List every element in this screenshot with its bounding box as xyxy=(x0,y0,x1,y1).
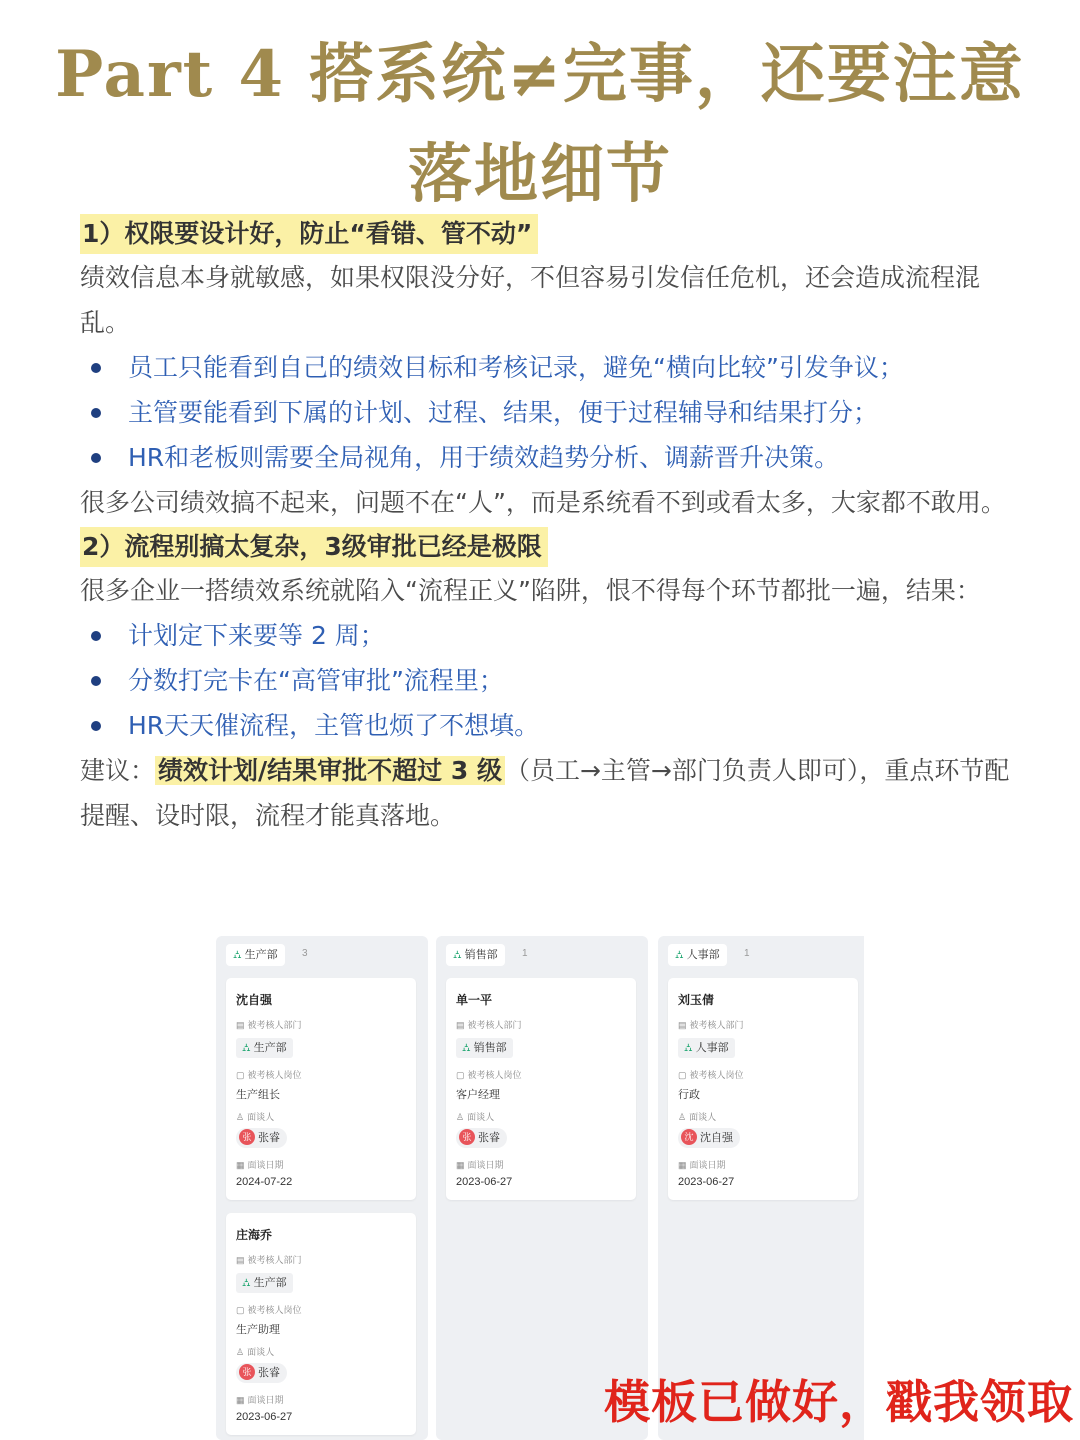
position-field-icon: ▢ xyxy=(236,1070,245,1080)
position-value: 行政 xyxy=(678,1089,700,1101)
advice-highlight: 绩效计划/结果审批不超过 3 级 xyxy=(155,756,505,785)
field-label-date: ▦ 面谈日期 xyxy=(236,1160,284,1170)
position-field-icon: ▢ xyxy=(678,1070,687,1080)
kanban-board-screenshot xyxy=(216,936,864,1440)
person-field-icon: ♙ xyxy=(236,1112,245,1122)
card-name: 庄海乔 xyxy=(236,1228,273,1242)
card-name: 沈自强 xyxy=(236,993,273,1007)
field-label-position: ▢ 被考核人岗位 xyxy=(236,1070,302,1080)
avatar: 张 xyxy=(459,1129,475,1145)
date-value: 2023-06-27 xyxy=(236,1411,293,1423)
record-card[interactable] xyxy=(668,978,858,1200)
page-title-line-2: 落地细节 xyxy=(408,137,672,212)
dept-chip: ⛼ 生产部 xyxy=(236,1273,293,1293)
field-label-position: ▢ 被考核人岗位 xyxy=(678,1070,744,1080)
advice-suffix: （员工→主管→部门负责人即可），重点环节配提醒、设时限，流程才能真落地。 xyxy=(80,756,1010,830)
position-value: 生产助理 xyxy=(236,1324,280,1336)
group-count: 1 xyxy=(744,948,750,959)
field-label-interviewer: ♙ 面谈人 xyxy=(236,1347,275,1357)
group-name: 销售部 xyxy=(464,949,498,961)
interviewer-chip: 张 张睿 xyxy=(456,1128,507,1148)
person-field-icon: ♙ xyxy=(678,1112,687,1122)
dept-chip: ⛼ 生产部 xyxy=(236,1038,293,1058)
section2-bullet: 分数打完卡在“高管审批”流程里； xyxy=(80,658,1010,703)
section2-bullet-list xyxy=(80,613,1010,748)
interviewer-chip: 张 张睿 xyxy=(236,1363,287,1383)
field-label-interviewer: ♙ 面谈人 xyxy=(678,1112,717,1122)
section1-bullet: 员工只能看到自己的绩效目标和考核记录，避免“横向比较”引发争议； xyxy=(80,345,1010,390)
record-card[interactable] xyxy=(226,1213,416,1435)
field-label-date: ▦ 面谈日期 xyxy=(678,1160,726,1170)
org-chart-icon: ⛼ xyxy=(684,1042,693,1054)
field-label-date: ▦ 面谈日期 xyxy=(456,1160,504,1170)
field-label-interviewer: ♙ 面谈人 xyxy=(456,1112,495,1122)
section2-intro: 很多企业一搭绩效系统就陷入“流程正义”陷阱，恨不得每个环节都批一遍，结果： xyxy=(80,576,981,605)
section1-heading: 1）权限要设计好，防止“看错、管不动” xyxy=(80,214,538,254)
calendar-icon: ▦ xyxy=(236,1395,245,1405)
dept-field-icon: ▤ xyxy=(236,1255,245,1265)
org-chart-icon: ⛼ xyxy=(453,949,462,961)
record-card[interactable] xyxy=(226,978,416,1200)
org-chart-icon: ⛼ xyxy=(462,1042,471,1054)
column-header xyxy=(436,936,648,976)
group-tag[interactable] xyxy=(226,944,285,966)
section1-outro: 很多公司绩效搞不起来，问题不在“人”，而是系统看不到或看太多，大家都不敢用。 xyxy=(80,488,1006,517)
field-label-date: ▦ 面谈日期 xyxy=(236,1395,284,1405)
column-header xyxy=(216,936,428,976)
cta-text: 模板已做好，戳我领取 xyxy=(604,1375,1074,1429)
group-tag[interactable] xyxy=(668,944,727,966)
date-value: 2024-07-22 xyxy=(236,1176,293,1188)
record-card[interactable] xyxy=(446,978,636,1200)
dept-chip: ⛼ 人事部 xyxy=(678,1038,735,1058)
advice-paragraph xyxy=(80,748,1010,838)
field-label-interviewer: ♙ 面谈人 xyxy=(236,1112,275,1122)
page-title-line-1: Part 4 搭系统≠完事，还要注意 xyxy=(55,37,1025,112)
person-field-icon: ♙ xyxy=(456,1112,465,1122)
calendar-icon: ▦ xyxy=(678,1160,687,1170)
section1-bullet: HR和老板则需要全局视角，用于绩效趋势分析、调薪晋升决策。 xyxy=(80,435,1010,480)
dept-field-icon: ▤ xyxy=(678,1020,687,1030)
interviewer-chip: 沈 沈自强 xyxy=(678,1128,740,1148)
card-name: 刘玉倩 xyxy=(678,993,715,1007)
kanban-column xyxy=(436,936,648,1440)
group-tag[interactable] xyxy=(446,944,505,966)
calendar-icon: ▦ xyxy=(456,1160,465,1170)
avatar: 沈 xyxy=(681,1129,697,1145)
org-chart-icon: ⛼ xyxy=(675,949,684,961)
dept-field-icon: ▤ xyxy=(236,1020,245,1030)
field-label-position: ▢ 被考核人岗位 xyxy=(456,1070,522,1080)
org-chart-icon: ⛼ xyxy=(242,1042,251,1054)
position-value: 生产组长 xyxy=(236,1089,280,1101)
group-name: 人事部 xyxy=(686,949,720,961)
column-header xyxy=(658,936,864,976)
field-label-position: ▢ 被考核人岗位 xyxy=(236,1305,302,1315)
position-field-icon: ▢ xyxy=(236,1305,245,1315)
card-name: 单一平 xyxy=(456,993,493,1007)
date-value: 2023-06-27 xyxy=(678,1176,735,1188)
dept-chip: ⛼ 销售部 xyxy=(456,1038,513,1058)
group-name: 生产部 xyxy=(244,949,278,961)
avatar: 张 xyxy=(239,1364,255,1380)
kanban-column xyxy=(658,936,864,1440)
section1-intro: 绩效信息本身就敏感，如果权限没分好，不但容易引发信任危机，还会造成流程混乱。 xyxy=(80,263,981,337)
org-chart-icon: ⛼ xyxy=(233,949,242,961)
field-label-dept: ▤ 被考核人部门 xyxy=(678,1020,744,1030)
group-count: 3 xyxy=(302,948,308,959)
field-label-dept: ▤ 被考核人部门 xyxy=(236,1255,302,1265)
section2-heading: 2）流程别搞太复杂，3级审批已经是极限 xyxy=(80,527,548,567)
section2-bullet: 计划定下来要等 2 周； xyxy=(80,613,1010,658)
group-count: 1 xyxy=(522,948,528,959)
section1-bullet-list xyxy=(80,345,1010,480)
person-field-icon: ♙ xyxy=(236,1347,245,1357)
advice-prefix: 建议： xyxy=(80,756,156,785)
section2-bullet: HR天天催流程，主管也烦了不想填。 xyxy=(80,703,1010,748)
article-body xyxy=(80,212,1010,838)
position-field-icon: ▢ xyxy=(456,1070,465,1080)
calendar-icon: ▦ xyxy=(236,1160,245,1170)
kanban-column xyxy=(216,936,428,1440)
position-value: 客户经理 xyxy=(456,1089,500,1101)
field-label-dept: ▤ 被考核人部门 xyxy=(236,1020,302,1030)
avatar: 张 xyxy=(239,1129,255,1145)
dept-field-icon: ▤ xyxy=(456,1020,465,1030)
date-value: 2023-06-27 xyxy=(456,1176,513,1188)
section1-bullet: 主管要能看到下属的计划、过程、结果，便于过程辅导和结果打分； xyxy=(80,390,1010,435)
interviewer-chip: 张 张睿 xyxy=(236,1128,287,1148)
org-chart-icon: ⛼ xyxy=(242,1277,251,1289)
field-label-dept: ▤ 被考核人部门 xyxy=(456,1020,522,1030)
